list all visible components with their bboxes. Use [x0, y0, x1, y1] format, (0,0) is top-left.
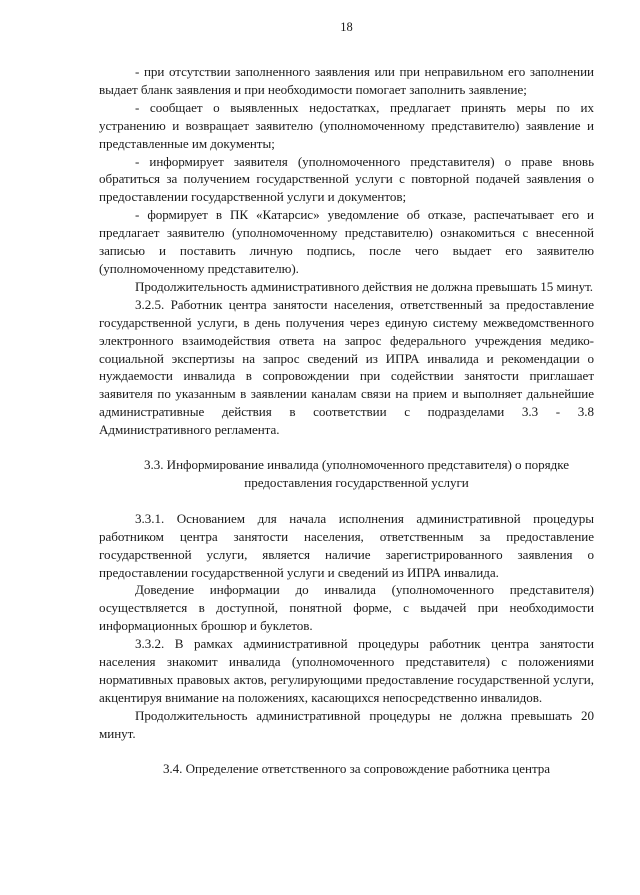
page-number: 18 — [340, 20, 353, 34]
section-heading-3-3: 3.3. Информирование инвалида (уполномоченного представителя) о порядке предоставления государственной услуги — [144, 457, 569, 490]
paragraph-3-3-1: 3.3.1. Основанием для начала исполнения административной процедуры работником центра занятости населения, ответственным за предоставление государственной услуги, является наличие зарегистрированного заявления о предоставлении государственной услуги и сведений из ИПРА инвалида. — [99, 510, 594, 580]
paragraph-inform-right: - информирует заявителя (уполномоченного представителя) о праве вновь обратиться за получением государственной услуги с повторной подачей заявления о предоставлении государственной услуги и документов; — [99, 153, 594, 205]
paragraph-blank-form: - при отсутствии заполненного заявления или при неправильном его заполнении выдает бланк заявления и при необходимости помогает заполнить заявление; — [99, 64, 594, 97]
paragraph-3-3-2: 3.3.2. В рамках административной процедуры работник центра занятости населения знакомит инвалида (уполномоченного представителя) с положениями нормативных правовых актов, регулирующими предоставление государственной услуги, акцентируя внимание на положениях, касающихся непосредственно инвалидов. — [99, 636, 594, 705]
document-body — [99, 63, 594, 778]
paragraph-report-deficiencies: - сообщает о выявленных недостатках, предлагает принять меры по их устранению и возвращает заявителю (уполномоченному представителю) заявление и представленные им документы; — [99, 99, 594, 151]
spacer — [99, 439, 594, 456]
paragraph-duration-15: Продолжительность административного действия не должна превышать 15 минут. — [135, 278, 594, 294]
paragraph-duration-20: Продолжительность административной процедуры не должна превышать 20 минут. — [99, 707, 594, 741]
paragraph-information-delivery: Доведение информации до инвалида (уполномоченного представителя) осуществляется в доступной, понятной форме, с выдачей при необходимости информационных брошюр и буклетов. — [99, 582, 594, 634]
spacer — [99, 492, 594, 510]
paragraph-refusal-notice: - формирует в ПК «Катарсис» уведомление об отказе, распечатывает его и предлагает заявителю (уполномоченному представителю) ознакомиться с внесенной записью и поставить личную подпись, после чего выдает его заявителю (уполномоченному представителю). — [99, 207, 594, 276]
paragraph-3-2-5: 3.2.5. Работник центра занятости населения, ответственный за предоставление государственной услуги, в день получения через единую систему межведомственного электронного взаимодействия ответа на запрос федерального учреждения медико-социальной экспертизы на запрос сведений из ИПРА инвалида и рекомендации о нуждаемости инвалида в сопровождении при содействии занятости приглашает заявителя по указанным в заявлении каналам связи на прием и выполняет дальнейшие административные действия в соответствии с подразделами 3.3 - 3.8 Административного регламента. — [99, 296, 594, 438]
spacer — [99, 743, 594, 760]
section-heading-3-4: 3.4. Определение ответственного за сопровождение работника центра — [162, 760, 551, 776]
